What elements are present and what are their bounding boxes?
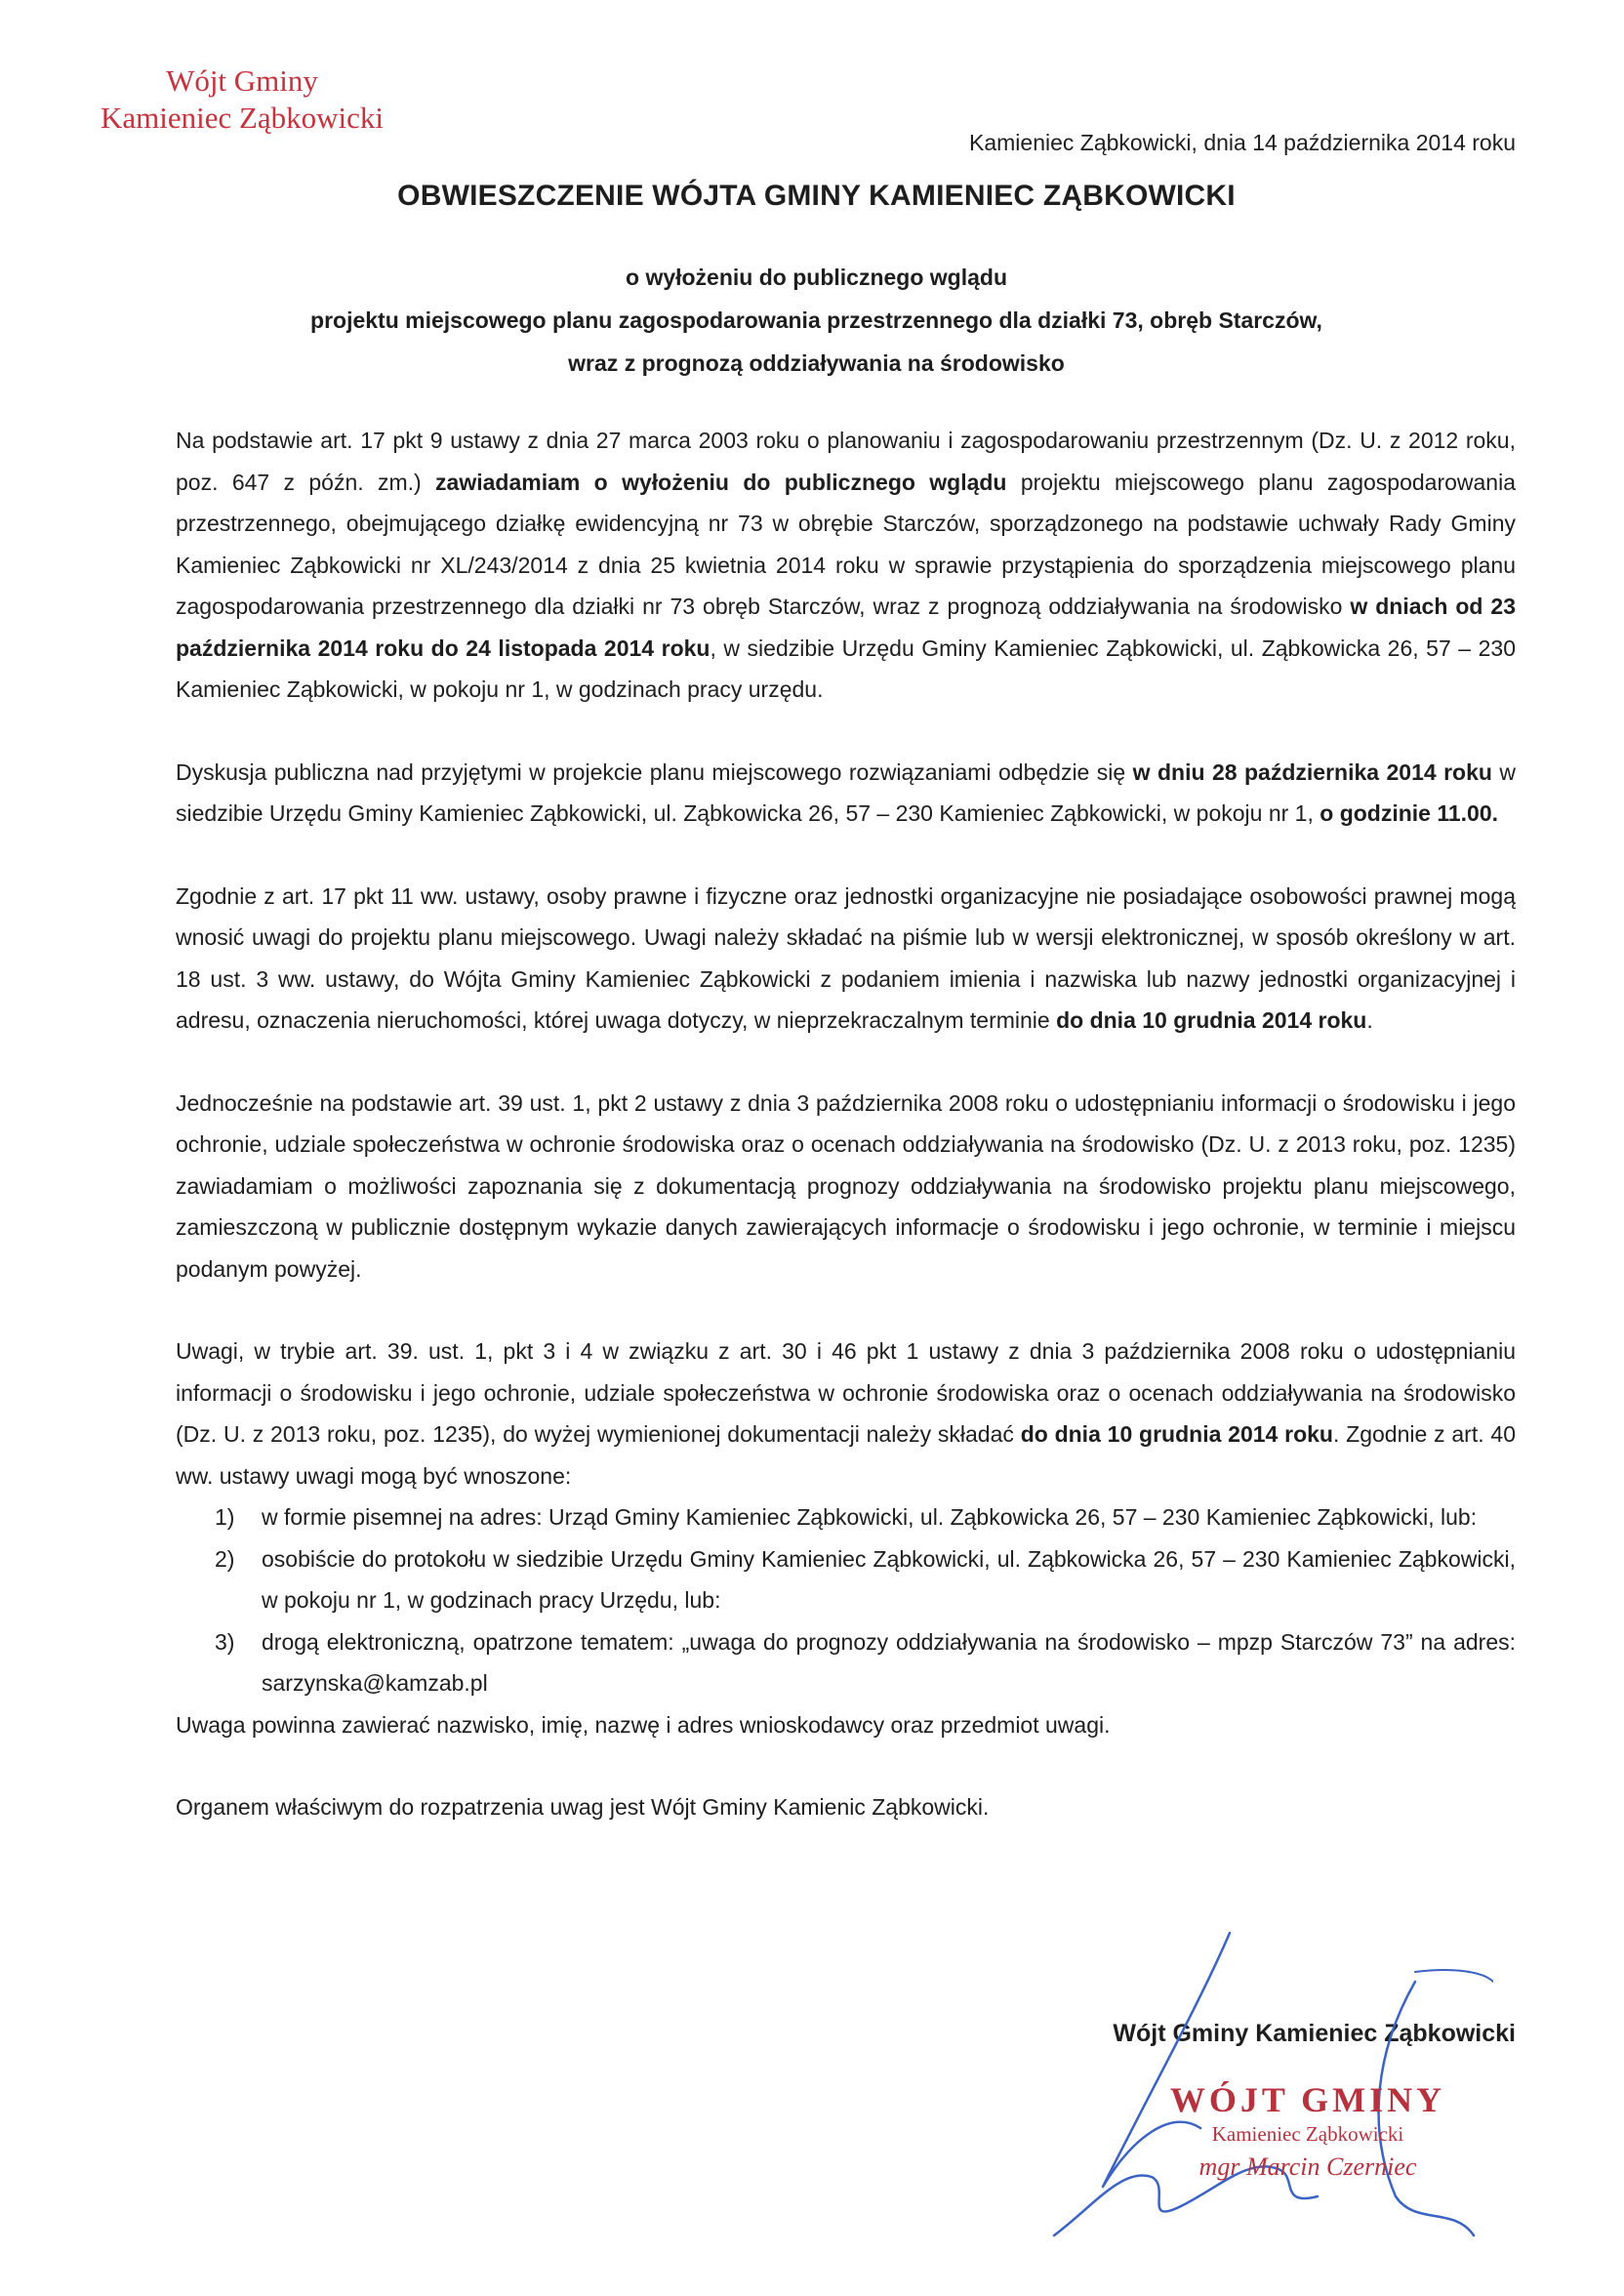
document-subtitle (117, 256, 1516, 385)
subtitle-line-1: o wyłożeniu do publicznego wglądu (626, 265, 1007, 290)
paragraph-3 (176, 876, 1516, 1042)
stamp-line-1: WÓJT GMINY (1169, 2080, 1446, 2119)
stamp-line-2: Kamieniec Ząbkowicki (1211, 2122, 1404, 2146)
paragraph-3-text-2: . (1366, 1007, 1373, 1033)
paragraph-2-bold-2: o godzinie 11.00. (1320, 800, 1499, 826)
document-title: OBWIESZCZENIE WÓJTA GMINY KAMIENIEC ZĄBKOWICKI (397, 180, 1236, 212)
paragraph-4-text-1: Jednocześnie na podstawie art. 39 ust. 1, pkt 2 ustawy z dnia 3 października 2008 roku o udostępnianiu informacji o środowisku i jego ochronie, udziale społeczeństwa w ochronie środowiska oraz o ocenach oddziaływania na środowisko (Dz. U. z 2013 roku, poz. 1235) zawiadamiam o możliwości zapoznania się z dokumentacją prognozy oddziaływania na środowisko projektu planu miejscowego, zamieszczoną w publicznie dostępnym wykazie danych zawierających informacje o środowisku i jego ochronie, w terminie i miejscu podanym powyżej. (176, 1089, 1516, 1282)
paragraph-2 (176, 752, 1516, 835)
paragraph-1-text-2: projektu miejscowego planu zagospodarowania przestrzennego, obejmującego działkę ewidencyjną nr 73 w obrębie Starczów, sporządzonego na podstawie uchwały Rady Gminy Kamieniec Ząbkowicki nr XL/243/2014 z dnia 25 kwietnia 2014 roku w sprawie przystąpienia do sporządzenia miejscowego planu zagospodarowania przestrzennego dla działki nr 73 obręb Starczów, wraz z prognozą oddziaływania na środowisko (176, 469, 1516, 619)
letterhead-line-2: Kamieniec Ząbkowicki (100, 101, 385, 135)
list-item-text: w formie pisemnej na adres: Urząd Gminy Kamieniec Ząbkowicki, ul. Ząbkowicka 26, 57 – 230 Kamieniec Ząbkowicki, lub: (262, 1504, 1478, 1530)
paragraph-3-text-1: Zgodnie z art. 17 pkt 11 ww. ustawy, osoby prawne i fizyczne oraz jednostki organizacyjne nie posiadające osobowości prawnej mogą wnosić uwagi do projektu planu miejscowego. Uwagi należy składać na piśmie lub w wersji elektronicznej, w sposób określony w art. 18 ust. 3 ww. ustawy, do Wójta Gminy Kamieniec Ząbkowicki z podaniem imienia i nazwiska lub nazwy jednostki organizacyjnej i adresu, oznaczenia nieruchomości, której uwaga dotyczy, w nieprzekraczalnym terminie (176, 882, 1516, 1033)
remark-requirements: Uwaga powinna zawierać nazwisko, imię, nazwę i adres wnioskodawcy oraz przedmiot uwagi. (176, 1711, 1111, 1738)
letterhead (86, 62, 398, 137)
list-item (176, 1621, 1516, 1704)
paragraph-1-bold-2: w dniach od 23 października 2014 roku do 24 listopada 2014 roku (176, 594, 1516, 661)
subtitle-line-3: wraz z prognozą oddziaływania na środowisko (568, 350, 1065, 376)
list-item-number: 1) (215, 1504, 235, 1530)
letterhead-line-1: Wójt Gminy (166, 63, 318, 98)
paragraph-3-bold-1: do dnia 10 grudnia 2014 roku (1056, 1007, 1367, 1033)
subtitle-line-2: projektu miejscowego planu zagospodarowania przestrzennego dla działki 73, obręb Starczów, (310, 308, 1322, 333)
paragraph-5-bold-1: do dnia 10 grudnia 2014 roku (1020, 1421, 1333, 1447)
paragraph-5 (176, 1331, 1516, 1745)
paragraph-1-bold-1: zawiadamiam o wyłożeniu do publicznego wglądu (435, 469, 1007, 495)
list-item (176, 1496, 1516, 1538)
paragraph-5-body (176, 1331, 1516, 1496)
paragraph-2-text-1: Dyskusja publiczna nad przyjętymi w projekcie planu miejscowego rozwiązaniami odbędzie się (176, 758, 1133, 785)
official-stamp (1132, 2079, 1483, 2187)
list-item-number: 3) (215, 1628, 235, 1655)
paragraph-2-bold-1: w dniu 28 października 2014 roku (1132, 758, 1492, 785)
submission-methods-list (176, 1496, 1516, 1704)
list-item-text: osobiście do protokołu w siedzibie Urzędu Gminy Kamieniec Ząbkowicki, ul. Ząbkowicka 26, 57 – 230 Kamieniec Ząbkowicki, w pokoju nr 1, w godzinach pracy Urzędu, lub: (262, 1545, 1516, 1613)
paragraph-1-text-3: , w siedzibie Urzędu Gminy Kamieniec Ząbkowicki, ul. Ząbkowicka 26, 57 – 230 Kamieniec Ząbkowicki, w pokoju nr 1, w godzinach pracy urzędu. (176, 635, 1517, 702)
list-item (176, 1538, 1516, 1621)
list-item-number: 2) (215, 1545, 235, 1572)
signatory-title: Wójt Gminy Kamieniec Ząbkowicki (1113, 2020, 1516, 2047)
paragraph-1-text-1: Na podstawie art. 17 pkt 9 ustawy z dnia 27 marca 2003 roku o planowaniu i zagospodarowaniu przestrzennym (Dz. U. z 2012 roku, poz. 647 z późn. zm.) (176, 428, 1516, 495)
stamp-line-3: mgr Marcin Czerniec (1198, 2152, 1417, 2181)
closing-statement: Organem właściwym do rozpatrzenia uwag jest Wójt Gminy Kamienic Ząbkowicki. (176, 1794, 990, 1820)
paragraph-5-text-1: Uwagi, w trybie art. 39. ust. 1, pkt 3 i 4 w związku z art. 30 i 46 pkt 1 ustawy z dnia 3 października 2008 roku o udostępnianiu informacji o środowisku i jego ochronie, udziale społeczeństwa w ochronie środowiska oraz o ocenach oddziaływania na środowisko (Dz. U. z 2013 roku, poz. 1235), do wyżej wymienionej dokumentacji należy składać (176, 1338, 1516, 1447)
paragraph-1 (176, 420, 1516, 711)
paragraph-2-text-2: w siedzibie Urzędu Gminy Kamieniec Ząbkowicki, ul. Ząbkowicka 26, 57 – 230 Kamieniec Ząbkowicki, w pokoju nr 1, (176, 758, 1517, 826)
list-item-text: drogą elektroniczną, opatrzone tematem: „uwaga do prognozy oddziaływania na środowisko – mpzp Starczów 73” na adres: sarzynska@kamzab.pl (262, 1628, 1516, 1696)
paragraph-5-text-2: . Zgodnie z art. 40 ww. ustawy uwagi mogą być wnoszone: (176, 1421, 1517, 1489)
date-line: Kamieniec Ząbkowicki, dnia 14 października 2014 roku (969, 130, 1516, 155)
document-body (176, 420, 1516, 1828)
paragraph-4 (176, 1083, 1516, 1291)
